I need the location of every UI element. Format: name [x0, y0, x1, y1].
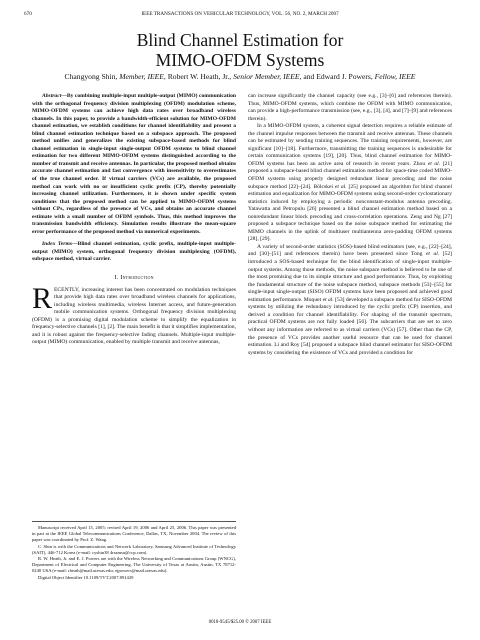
- footnote-manuscript: Manuscript received April 15, 2005; revised April 19, 2006 and April 25, 2006. This paper was presented in part at the IEEE Global Telecommunications Conference, Dallas, TX, November 2004. The review of this paper was coordinated by Prof. Z. Wang.: [32, 525, 236, 543]
- author-line: [20, 72, 460, 82]
- author-2-role: Senior Member, IEEE,: [233, 72, 302, 81]
- section-number: I.: [114, 274, 119, 282]
- index-terms-text: Blind channel estimation, cyclic prefix, multiple-input multiple-output (MIMO) system, orthogonal frequency division multiplexing (OFDM), subspace method, virtual carrier.: [32, 241, 236, 263]
- section-heading: [32, 274, 236, 282]
- author-3-role: Fellow, IEEE: [374, 72, 416, 81]
- footnote-doi: Digital Object Identifier 10.1109/TVT.2007.891429: [38, 574, 134, 580]
- title-line-1: Blind Channel Estimation for: [136, 30, 344, 50]
- author-1-role: Member, IEEE,: [119, 72, 166, 81]
- right-paragraph-3: A variety of second-order statistics (SOS)-based blind estimators (see, e.g., [22]–[24], and [30]–[51] and references therein) have been presented since Tong et al. [52] introduced a SOS-based technique for the blind identification of single-input multiple-output systems. Among those methods, the noise subspace method is believed to be one of the most promising due to its simple structure and good performance. Thus, by exploiting the fundamental structure of the noise subspace method, subspace methods [53]–[55] for single-input single-output (SISO) OFDM systems have been proposed and achieved good estimation performance. Muquet et al. [53] developed a subspace method for SISO-OFDM systems by utilizing the redundancy introduced by the cyclic prefix (CP) insertion, and derived a condition for channel identifiability. For shaping of the transmit spectrum, practical OFDM systems are not fully loaded [56]. The subcarriers that are set to zero without any information are referred to as virtual carriers (VCs) [57]. Other than the CP, the presence of VCs provides another useful resource that can be used for channel estimation. Li and Roy [54] proposed a subspace blind channel estimator for SISO-OFDM systems by considering the existence of VCs and provided a condition for: [248, 243, 452, 356]
- author-3-name: and Edward J. Powers,: [303, 72, 373, 81]
- journal-header: IEEE TRANSACTIONS ON VEHICULAR TECHNOLOGY, VOL. 56, NO. 2, MARCH 2007: [141, 11, 339, 17]
- section-title: Introduction: [120, 274, 154, 282]
- right-paragraph-2: In a MIMO-OFDM system, a coherent signal detection requires a reliable estimate of the channel impulse responses between the transmit and receive antennas. These channels can be estimated by sending training sequences. The training requirements, however, are significant [10]–[18]. Furthermore, transmitting the training sequences is undesirable for certain communication systems [19], [20]. Thus, blind channel estimation for MIMO-OFDM systems has been an active area of research in recent years. Zhou et al. [21] proposed a subspace-based blind channel estimation method for space-time coded MIMO-OFDM systems using properly designed redundant linear precoding and the noise subspace method [22]–[24]. Bölcskei et al. [25] proposed an algorithm for blind channel estimation and equalization for MIMO-OFDM systems using second-order cyclostationary statistics induced by employing a periodic nonconstant-modulus antenna precoding. Yatawatta and Petropulu [26] presented a blind channel estimation method based on a nonredundant linear block precoding and cross-correlation operations. Zeng and Ng [27] proposed a subspace technique based on the noise subspace method for estimating the MIMO channels in the uplink of multiuser multiantenna zero-padding OFDM systems [28], [29].: [248, 123, 453, 243]
- footnote: [32, 521, 236, 581]
- footnote-author-1: C. Shin is with the Communications and Network Laboratory, Samsung Advanced Institute of Technology (SAIT), 446-712 Korea (e-mail: cyshin38 4rsamsu@ccp.com).: [32, 543, 236, 555]
- right-paragraph-1: can increase significantly the channel capacity (see e.g., [3]–[6] and references therein). Thus, MIMO-OFDM systems, which combine the OFDM with MIMO communication, can provide a high-performance transmission (see, e.g., [3], [4], and [7]–[9] and references therein).: [248, 93, 452, 122]
- author-1-name: Changyong Shin,: [64, 72, 118, 81]
- copyright-footer: 0018-9545/$25.00 © 2007 IEEE: [208, 620, 272, 625]
- right-column: [248, 93, 452, 357]
- left-column: [32, 93, 236, 347]
- drop-cap: R: [32, 281, 53, 315]
- index-terms-label: Index Terms—: [42, 241, 78, 248]
- abstract: [32, 93, 236, 236]
- index-terms: [32, 241, 236, 264]
- author-2-name: Robert W. Heath, Jr.,: [167, 72, 232, 81]
- running-head: [24, 9, 456, 19]
- page-number: 670: [24, 11, 32, 17]
- footnote-authors-2-3: R. W. Heath, Jr. and E. J. Powers are with the Wireless Networking and Communications Group (WNCG), Department of Electrical and Computer Engineering, The University of Texas at Austin, Austin, TX 78712-0240 USA (e-mail: rheath@mail.utexas.edu; ejpowers@mail.utexas.edu).: [32, 556, 236, 574]
- paper-title: [24, 30, 456, 70]
- intro-paragraph: [32, 281, 236, 347]
- abstract-label: Abstract—: [42, 93, 67, 99]
- intro-text: ECENTLY, increasing interest has been concentrated on modulation techniques that provide high data rates over broadband wireless channels for applications, including wireless multimedia, wireless Internet access, and future-generation mobile communication systems. Orthogonal frequency division multiplexing (OFDM) is a promising digital modulation scheme to simplify the equalization in frequency-selective channels [1], [2]. The main benefit is that it simplifies implementation, and it is robust against the frequency-selective fading channels. Multiple-input multiple-output (MIMO) communication, enabled by multiple transmit and receive antennas,: [32, 286, 236, 346]
- title-line-2: MIMO-OFDM Systems: [155, 50, 325, 70]
- abstract-text: By combining multiple-input multiple-output (MIMO) communication with the orthogonal frequency division multiplexing (OFDM) modulation scheme, MIMO-OFDM systems can achieve high data rates over broadband wireless channels. In this paper, to provide a bandwidth-efficient solution for MIMO-OFDM channel estimation, we establish conditions for channel identifiability and present a blind channel estimation technique based on a subspace approach. The proposed method unifies and generalizes the existing subspace-based methods for blind channel estimation in single-input single-output OFDM systems to blind channel estimation for two different MIMO-OFDM systems distinguished according to the number of transmit and receive antennas. In particular, the proposed method obtains accurate channel estimation and fast convergence with insensitivity to overestimates of the true channel order. If virtual carriers (VCs) are available, the proposed method can work with no or insufficient cyclic prefix (CP), thereby potentially increasing channel utilization. Furthermore, it is shown under specific system conditions that the proposed method can be applied to MIMO-OFDM systems without CPs, regardless of the presence of VCs, and obtains an accurate channel estimate with a small number of OFDM symbols. Thus, this method improves the transmission bandwidth efficiency. Simulation results illustrate the mean-square error performance of the proposed method via numerical experiments.: [32, 93, 236, 235]
